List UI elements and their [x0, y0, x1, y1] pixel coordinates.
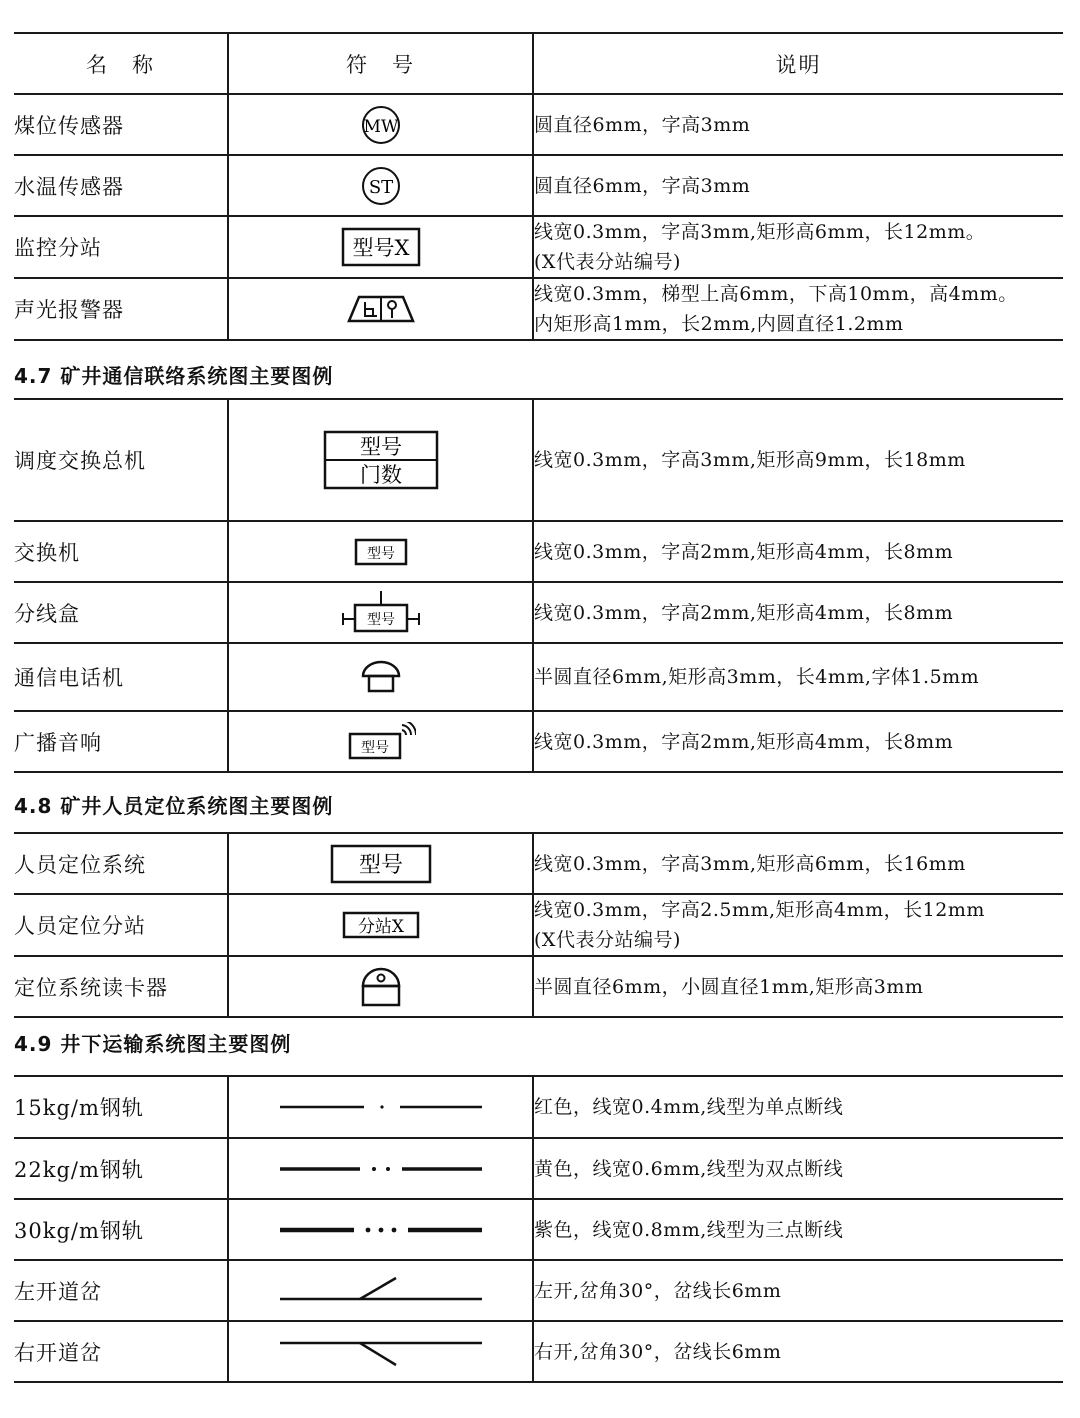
- section-title-4-8: 4.8 矿井人员定位系统图主要图例: [14, 794, 334, 818]
- row-description: [533, 216, 1063, 278]
- telephone-symbol: [228, 643, 533, 711]
- rail-22-symbol: [228, 1138, 533, 1199]
- table-row: [14, 833, 1063, 894]
- row-description: 线宽0.3mm，字高2mm,矩形高4mm，长8mm: [533, 582, 1063, 643]
- table-row: [14, 1321, 1063, 1382]
- communication-legend-table: [14, 398, 1063, 773]
- row-name: 煤位传感器: [14, 94, 228, 155]
- card-reader-symbol: [228, 956, 533, 1017]
- junction-box-symbol: [228, 582, 533, 643]
- description-line: 线宽0.3mm，字高2.5mm,矩形高4mm，长12mm: [534, 899, 985, 921]
- row-description: 右开,岔角30°，岔线长6mm: [533, 1321, 1063, 1382]
- positioning-legend-table: [14, 832, 1063, 1018]
- table-row: [14, 155, 1063, 216]
- symbol-label: ST: [368, 176, 393, 198]
- symbol-label: 分站X: [357, 917, 404, 937]
- card-reader-icon: [359, 965, 403, 1009]
- coal-level-sensor-symbol: [228, 94, 533, 155]
- table-row: [14, 956, 1063, 1017]
- row-name: 通信电话机: [14, 643, 228, 711]
- row-name: 声光报警器: [14, 278, 228, 340]
- double-dot-dash-line-icon: [276, 1163, 486, 1175]
- symbol-label: 型号: [366, 545, 395, 562]
- alarm-symbol: [228, 278, 533, 340]
- left-turnout-icon: [276, 1275, 486, 1307]
- row-name: 广播音响: [14, 711, 228, 772]
- table-row: [14, 278, 1063, 340]
- table-row: [14, 399, 1063, 521]
- table-row: [14, 94, 1063, 155]
- row-name: 监控分站: [14, 216, 228, 278]
- row-description: 红色，线宽0.4mm,线型为单点断线: [533, 1076, 1063, 1138]
- row-description: 圆直径6mm，字高3mm: [533, 155, 1063, 216]
- triple-dot-dash-line-icon: [276, 1224, 486, 1236]
- symbol-label-bottom: 门数: [359, 463, 402, 487]
- broadcast-speaker-icon: [346, 722, 416, 762]
- rectangle-symbol-icon: [354, 537, 408, 567]
- telephone-icon: [359, 659, 403, 695]
- row-name: 左开道岔: [14, 1260, 228, 1321]
- symbol-label: 型号: [366, 611, 395, 628]
- left-turnout-symbol: [228, 1260, 533, 1321]
- row-description: 半圆直径6mm,矩形高3mm，长4mm,字体1.5mm: [533, 643, 1063, 711]
- table-row: [14, 1260, 1063, 1321]
- description-line: (X代表分站编号): [534, 251, 681, 273]
- row-description: 线宽0.3mm，字高3mm,矩形高6mm，长16mm: [533, 833, 1063, 894]
- row-description: 线宽0.3mm，字高3mm,矩形高9mm，长18mm: [533, 399, 1063, 521]
- symbol-label: 型号X: [352, 236, 409, 260]
- table-row: [14, 1199, 1063, 1260]
- positioning-system-symbol: [228, 833, 533, 894]
- speaker-symbol: [228, 711, 533, 772]
- rectangle-symbol-icon: [341, 227, 421, 267]
- row-description: 线宽0.3mm，字高2mm,矩形高4mm，长8mm: [533, 711, 1063, 772]
- circle-symbol-icon: [359, 164, 403, 208]
- symbol-label-top: 型号: [359, 435, 402, 459]
- table-row: [14, 711, 1063, 772]
- symbol-label: MW: [363, 116, 398, 137]
- row-name: 调度交换总机: [14, 399, 228, 521]
- row-name: 人员定位系统: [14, 833, 228, 894]
- row-description: 线宽0.3mm，字高2mm,矩形高4mm，长8mm: [533, 521, 1063, 582]
- rectangle-symbol-icon: [330, 844, 432, 884]
- section-title-4-9: 4.9 井下运输系统图主要图例: [14, 1032, 292, 1056]
- symbol-label: 型号: [358, 852, 403, 878]
- header-description: 说明: [533, 33, 1063, 94]
- rectangle-symbol-icon: [342, 910, 420, 940]
- row-name: 水温传感器: [14, 155, 228, 216]
- table-row: [14, 521, 1063, 582]
- rail-15-symbol: [228, 1076, 533, 1138]
- row-name: 30kg/m钢轨: [14, 1199, 228, 1260]
- row-description: 黄色，线宽0.6mm,线型为双点断线: [533, 1138, 1063, 1199]
- positioning-substation-symbol: [228, 894, 533, 956]
- junction-box-icon: [341, 589, 421, 637]
- row-name: 交换机: [14, 521, 228, 582]
- row-name: 15kg/m钢轨: [14, 1076, 228, 1138]
- row-name: 右开道岔: [14, 1321, 228, 1382]
- description-line: 内矩形高1mm，长2mm,内圆直径1.2mm: [534, 313, 904, 335]
- single-dot-dash-line-icon: [276, 1101, 486, 1113]
- table-row: [14, 582, 1063, 643]
- row-description: [533, 894, 1063, 956]
- symbol-label: 型号: [360, 739, 389, 756]
- monitor-legend-table: [14, 32, 1063, 341]
- table-header-row: [14, 33, 1063, 94]
- header-name: 名 称: [14, 33, 228, 94]
- row-name: 定位系统读卡器: [14, 956, 228, 1017]
- row-description: 紫色，线宽0.8mm,线型为三点断线: [533, 1199, 1063, 1260]
- table-row: [14, 1138, 1063, 1199]
- dispatch-switchboard-symbol: [228, 399, 533, 521]
- circle-symbol-icon: [359, 103, 403, 147]
- monitor-substation-symbol: [228, 216, 533, 278]
- row-description: 左开,岔角30°，岔线长6mm: [533, 1260, 1063, 1321]
- header-symbol: 符 号: [228, 33, 533, 94]
- right-turnout-icon: [276, 1335, 486, 1369]
- transport-legend-table: [14, 1075, 1063, 1383]
- right-turnout-symbol: [228, 1321, 533, 1382]
- table-row: [14, 643, 1063, 711]
- row-name: 人员定位分站: [14, 894, 228, 956]
- description-line: 线宽0.3mm，字高3mm,矩形高6mm，长12mm。: [534, 221, 986, 243]
- rail-30-symbol: [228, 1199, 533, 1260]
- table-row: [14, 216, 1063, 278]
- row-name: 22kg/m钢轨: [14, 1138, 228, 1199]
- water-temp-sensor-symbol: [228, 155, 533, 216]
- row-description: [533, 278, 1063, 340]
- description-line: (X代表分站编号): [534, 929, 681, 951]
- double-rectangle-icon: [323, 430, 439, 490]
- table-row: [14, 1076, 1063, 1138]
- trapezoid-alarm-icon: [347, 294, 415, 324]
- description-line: 线宽0.3mm，梯型上高6mm，下高10mm，高4mm。: [534, 283, 1018, 305]
- row-description: 半圆直径6mm，小圆直径1mm,矩形高3mm: [533, 956, 1063, 1017]
- row-description: 圆直径6mm，字高3mm: [533, 94, 1063, 155]
- row-name: 分线盒: [14, 582, 228, 643]
- section-title-4-7: 4.7 矿井通信联络系统图主要图例: [14, 364, 334, 388]
- switch-symbol: [228, 521, 533, 582]
- table-row: [14, 894, 1063, 956]
